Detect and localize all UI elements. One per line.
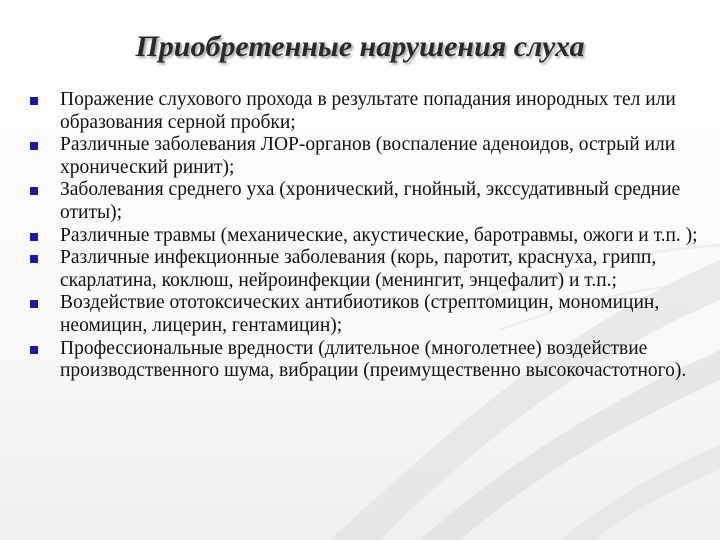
list-item-text: Различные заболевания ЛОР-органов (воспаление аденоидов, острый или хронический ринит); <box>60 134 676 178</box>
list-item <box>26 225 706 248</box>
list-item-text: Профессиональные вредности (длительное (многолетнее) воздействие производственного шума, вибрации (преимущественно высокочастотного). <box>60 337 687 382</box>
slide-title: Приобретенные нарушения слуха <box>135 30 585 63</box>
list-item-text: Воздействие ототоксических антибиотиков (стрептомицин, мономицин, неомицин, лицерин, гентамицин); <box>60 292 660 336</box>
square-bullet-icon <box>30 346 38 354</box>
list-item-text: Поражение слухового прохода в результате попадания инородных тел или образования серной пробки; <box>60 89 676 133</box>
list-item-text: Различные инфекционные заболевания (корь, паротит, краснуха, грипп, скарлатина, коклюш, нейроинфекции (менингит, энцефалит) и т.п.; <box>60 247 657 291</box>
list-item <box>26 338 706 383</box>
square-bullet-icon <box>30 300 38 308</box>
list-item <box>26 89 706 134</box>
list-item <box>26 179 706 224</box>
list-item-text: Различные травмы (механические, акустические, баротравмы, ожоги и т.п. ); <box>60 224 698 246</box>
square-bullet-icon <box>30 97 38 105</box>
list-item <box>26 292 706 337</box>
square-bullet-icon <box>30 255 38 263</box>
square-bullet-icon <box>30 142 38 150</box>
square-bullet-icon <box>30 187 38 195</box>
list-item <box>26 134 706 179</box>
square-bullet-icon <box>30 233 38 241</box>
list-item <box>26 247 706 292</box>
bullet-list <box>26 89 706 383</box>
list-item-text: Заболевания среднего уха (хронический, гнойный, экссудативный средние отиты); <box>60 179 681 223</box>
